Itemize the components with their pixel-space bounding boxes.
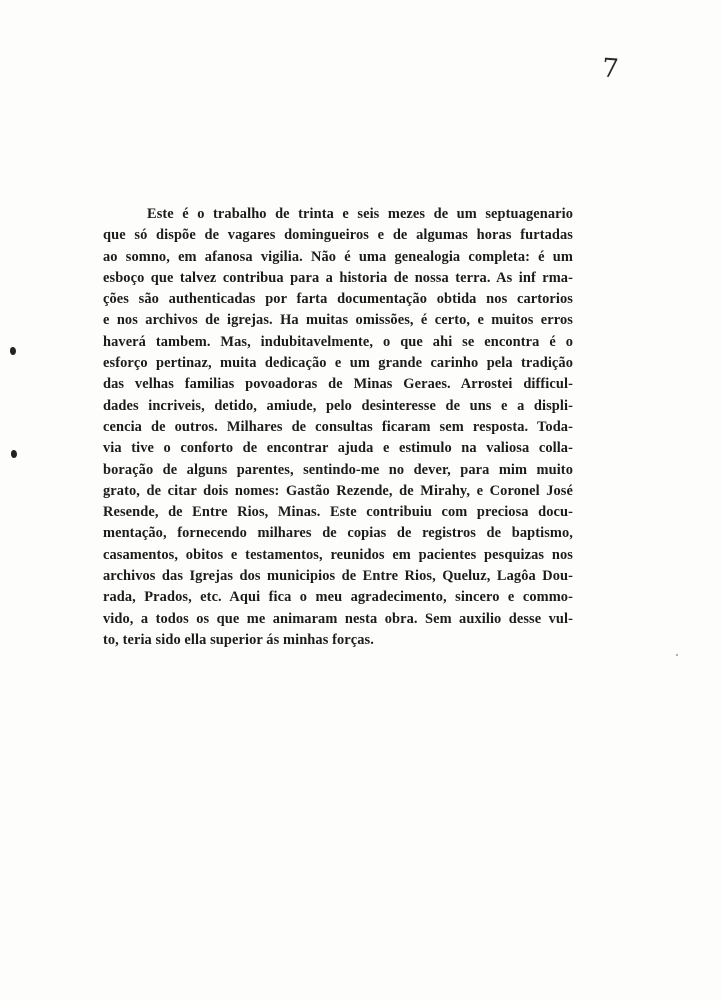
paper-speck xyxy=(676,654,678,656)
paragraph-line: dades incriveis, detido, amiude, pelo desinteresse de uns e a displi- xyxy=(103,397,573,414)
paragraph-line: via tive o conforto de encontrar ajuda e estimulo na valiosa colla- xyxy=(103,440,573,457)
paragraph-line: boração de alguns parentes, sentindo-me no dever, para mim muito xyxy=(103,461,573,478)
paragraph-line: e nos archivos de igrejas. Ha muitas omissões, é certo, e muitos erros xyxy=(103,312,573,329)
paragraph-line: esboço que talvez contribua para a historia de nossa terra. As inf rma- xyxy=(103,269,573,286)
paragraph-line: Resende, de Entre Rios, Minas. Este contribuiu com preciosa docu- xyxy=(103,504,573,521)
paragraph-line: to, teria sido ella superior ás minhas forças. xyxy=(103,631,374,648)
paragraph-line: das velhas familias povoadoras de Minas Geraes. Arrostei difficul- xyxy=(103,376,573,393)
paragraph-line: casamentos, obitos e testamentos, reunidos em pacientes pesquizas nos xyxy=(103,546,573,563)
paragraph-line: Este é o trabalho de trinta e seis mezes de um septuagenario xyxy=(147,206,573,222)
paragraph-line: vido, a todos os que me animaram nesta obra. Sem auxilio desse vul- xyxy=(103,610,573,627)
paragraph-line: cencia de outros. Milhares de consultas ficaram sem resposta. Toda- xyxy=(103,418,573,435)
handwritten-page-number: 7 xyxy=(600,53,620,85)
paragraph-line: que só dispõe de vagares domingueiros e de algumas horas furtadas xyxy=(103,227,573,244)
paragraph-line: archivos das Igrejas dos municipios de Entre Rios, Queluz, Lagôa Dou- xyxy=(103,568,573,585)
paragraph-line: ções são authenticadas por farta documentação obtida nos cartorios xyxy=(103,291,573,308)
paragraph-line: mentação, fornecendo milhares de copias de registros de baptismo, xyxy=(103,525,573,542)
margin-ink-mark xyxy=(10,347,16,355)
paragraph-line: ao somno, em afanosa vigilia. Não é uma genealogia completa: é um xyxy=(103,248,573,265)
paragraph-line: rada, Prados, etc. Aqui fica o meu agradecimento, sincero e commo- xyxy=(103,589,573,606)
paragraph-line: haverá tambem. Mas, indubitavelmente, o que ahi se encontra é o xyxy=(103,333,573,350)
paragraph-line: grato, de citar dois nomes: Gastão Rezende, de Mirahy, e Coronel José xyxy=(103,482,573,499)
paragraph-line: esforço pertinaz, muita dedicação e um grande carinho pela tradição xyxy=(103,355,573,372)
margin-ink-mark xyxy=(11,450,17,458)
body-paragraph xyxy=(103,204,573,651)
